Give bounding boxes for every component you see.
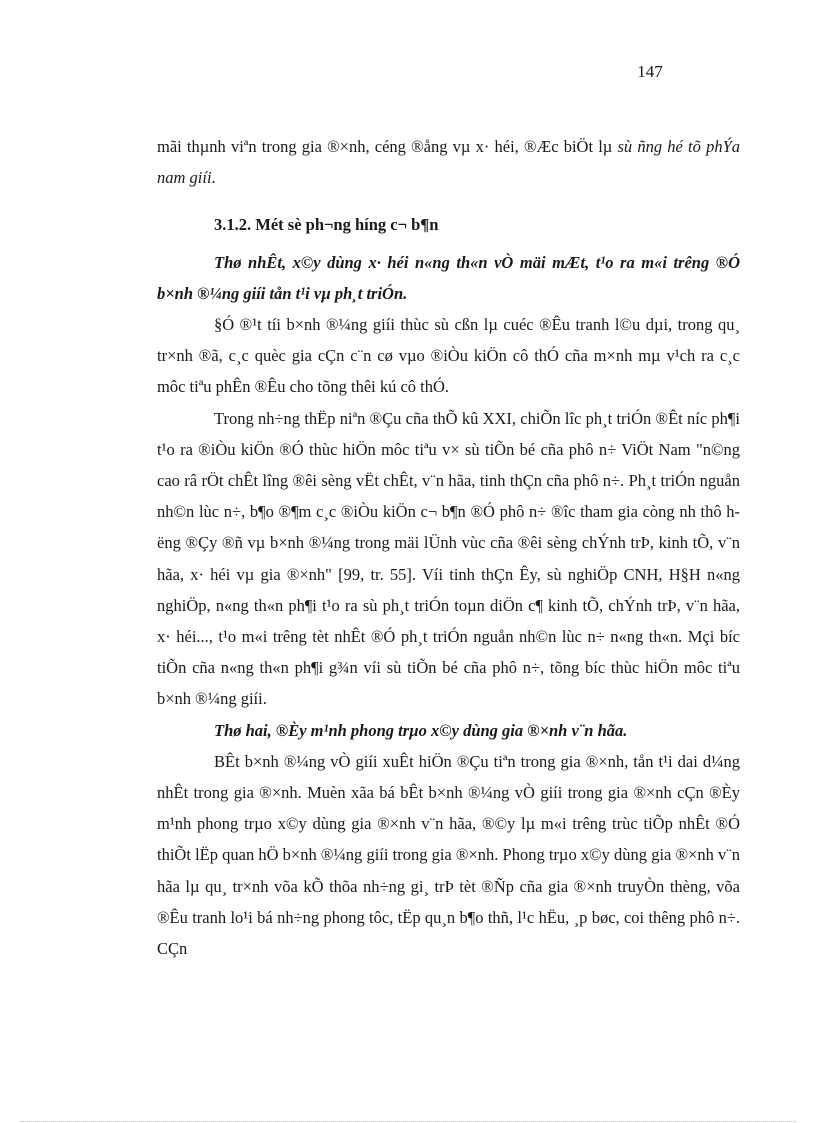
page-number: 147	[637, 62, 663, 81]
paragraph-text: mãi thµnh viªn trong gia ®×nh, céng ®ång vµ x· héi, ®Æc biÖt lµ	[157, 137, 618, 156]
point-two-heading: Thø hai, ®Èy m¹nh phong trµo x©y dùng gia ®×nh v¨n hãa.	[214, 720, 628, 740]
paragraph-gender-equality: §Ó ®¹t tíi b×nh ®¼ng giíi thùc sù cßn lµ cuéc ®Êu tranh l©u dµi, trong qu¸ tr×nh ®ã, c¸c quèc gia cÇn c¨n cø vµo ®iÒu kiÖn cô thÓ cña m×nh mµ v¹ch ra c¸c môc tiªu phÊn ®Êu cho tõng thêi kú cô thÓ.	[157, 315, 740, 397]
section-heading: 3.1.2. Mét sè ph¬ng híng c¬ b¶n	[214, 215, 439, 235]
document-body	[157, 131, 740, 964]
paragraph-continuation	[157, 131, 740, 193]
page-bottom-rule	[20, 1121, 796, 1122]
emphasis-text: sù ñng hé tõ phÝa nam giíi	[157, 137, 740, 188]
point-one-heading: Thø nhÊt, x©y dùng x· héi n«ng th«n vÒ mäi mÆt, t¹o ra m«i trêng ®Ó b×nh ®¼ng giíi tån t¹i vµ ph¸t triÓn.	[157, 252, 740, 303]
paragraph-end: .	[211, 168, 216, 188]
paragraph-family-culture: BÊt b×nh ®¼ng vÒ giíi xuÊt hiÖn ®Çu tiªn trong gia ®×nh, tån t¹i dai d¼ng nhÊt trong gia ®×nh. Muèn xãa bá bÊt b×nh ®¼ng vÒ giíi trong gia ®×nh cÇn ®Èy m¹nh phong trµo x©y dùng gia ®×nh v¨n hãa, ®©y lµ m«i trêng trùc tiÕp nhÊt ®Ó thiÕt lËp quan hÖ b×nh ®¼ng giíi trong gia ®×nh. Phong trµo x©y dùng gia ®×nh v¨n hãa lµ qu¸ tr×nh võa kÕ thõa nh÷ng gi¸ trÞ tèt ®Ñp cña gia ®×nh truyÒn thèng, võa ®Êu tranh lo¹i bá nh÷ng phong tôc, tËp qu¸n b¶o thñ, l¹c hËu, ¸p bøc, coi thêng phô n÷. CÇn	[157, 751, 740, 959]
paragraph-strategy: Trong nh÷ng thËp niªn ®Çu cña thÕ kû XXI, chiÕn lîc ph¸t triÓn ®Êt níc ph¶i t¹o ra ®iÒu kiÖn ®Ó thùc hiÖn môc tiªu v× sù tiÕn bé cña phô n÷ ViÖt Nam "n©ng cao râ rÖt chÊt lîng ®êi sèng vËt chÊt, v¨n hãa, tinh thÇn cña phô n÷. Ph¸t triÓn nguån nh©n lùc n÷, b¶o ®¶m c¸c ®iÒu kiÖn c¬ b¶n ®Ó phô n÷ ®îc tham gia còng nh thô hëng ®Çy ®ñ vµ b×nh ®¼ng trong mäi lÜnh vùc cña ®êi sèng chÝnh trÞ, kinh tÕ, v¨n hãa, x· héi vµ gia ®×nh" [99, tr. 55]. Víi tinh thÇn Êy, sù nghiÖp CNH, H§H n«ng nghiÖp, n«ng th«n ph¶i t¹o ra sù ph¸t triÓn toµn diÖn c¶ kinh tÕ, chÝnh trÞ, v¨n hãa, x· héi..., t¹o m«i trêng tèt nhÊt ®Ó ph¸t triÓn nguån nh©n lùc n÷ n«ng th«n. Mçi bíc tiÕn cña n«ng th«n ph¶i g¾n víi sù tiÕn bé cña phô n÷, tõng bíc thùc hiÖn môc tiªu b×nh ®¼ng giíi.	[157, 408, 740, 709]
